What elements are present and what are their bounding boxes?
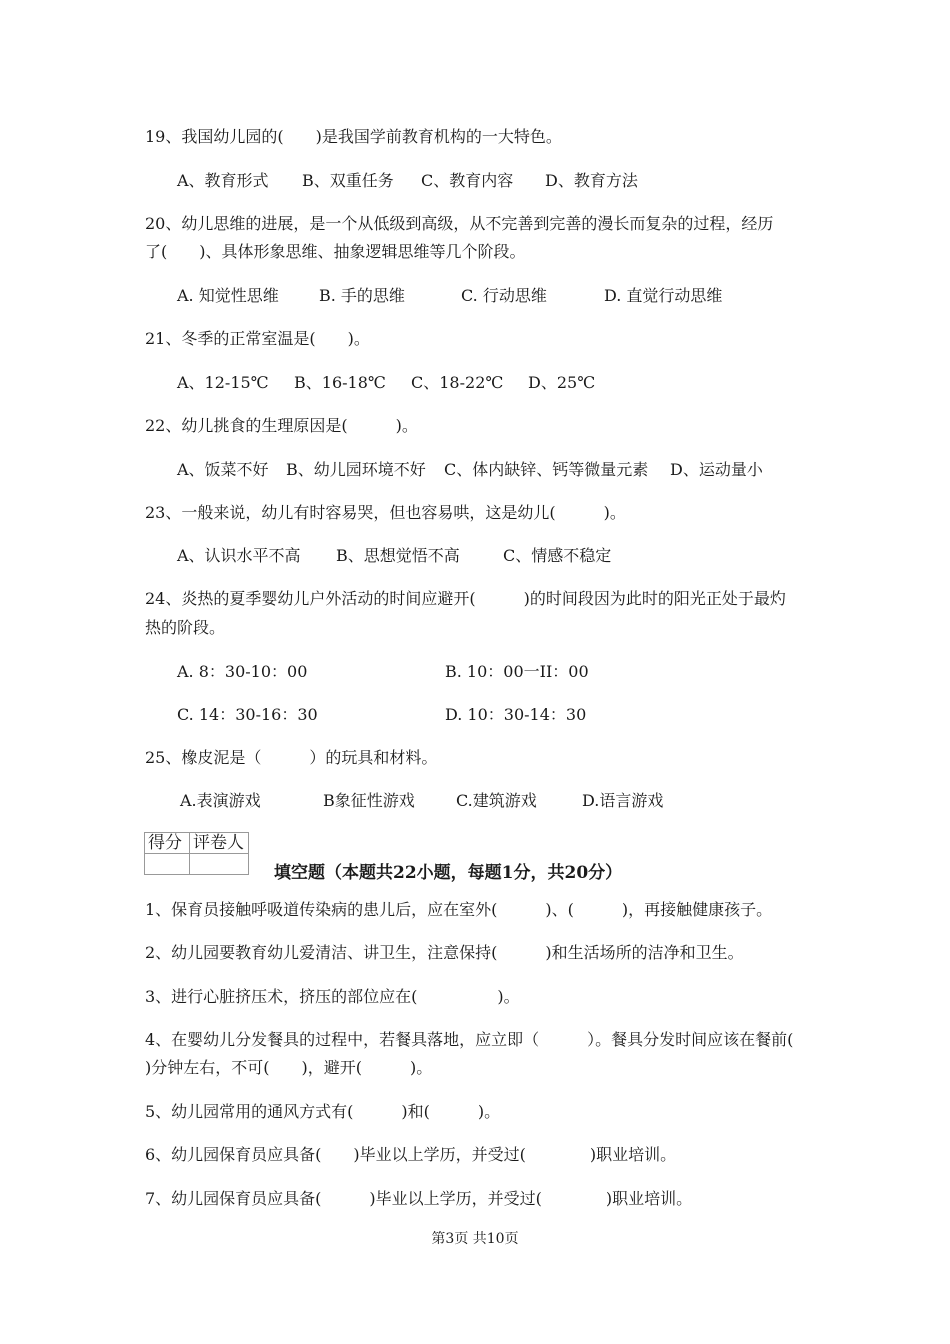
question-20-option-c: C. 行动思维 (461, 286, 547, 305)
question-21-option-c: C、18-22℃ (411, 373, 504, 392)
question-20-stem-line1: 20、幼儿思维的进展，是一个从低级到高级，从不完善到完善的漫长而复杂的过程，经历 (145, 214, 774, 233)
question-20-option-b: B. 手的思维 (319, 286, 405, 305)
question-21-option-a: A、12-15℃ (177, 373, 269, 392)
question-22-stem: 22、幼儿挑食的生理原因是( )。 (145, 416, 418, 435)
question-24-stem-line1: 24、炎热的夏季婴幼儿户外活动的时间应避开( )的时间段因为此时的阳光正处于最灼 (145, 589, 786, 608)
page-number-footer: 第3页 共10页 (431, 1231, 519, 1247)
question-25-option-a: A.表演游戏 (180, 791, 261, 810)
question-24-option-d: D. 10：30-14：30 (445, 705, 587, 724)
question-19-option-d: D、教育方法 (545, 171, 638, 190)
question-22-option-c: C、体内缺锌、钙等微量元素 (444, 460, 649, 479)
question-23-stem: 23、一般来说，幼儿有时容易哭，但也容易哄，这是幼儿( )。 (145, 503, 626, 522)
score-table-entry-row (145, 854, 249, 875)
question-25-option-c: C.建筑游戏 (456, 791, 537, 810)
question-24-stem-line2: 热的阶段。 (145, 618, 226, 637)
section-title: 填空题（本题共22小题，每题1分，共20分） (274, 863, 623, 883)
question-25-option-d: D.语言游戏 (582, 791, 664, 810)
question-24-option-a: A. 8：30-10：00 (177, 662, 308, 681)
fill-question-7: 7、幼儿园保育员应具备( )毕业以上学历，并受过( )职业培训。 (145, 1189, 693, 1208)
question-20-stem-line2: 了( )、具体形象思维、抽象逻辑思维等几个阶段。 (145, 242, 526, 261)
score-table (144, 832, 249, 875)
score-table-header-row (145, 833, 249, 854)
question-21-option-b: B、16-18℃ (294, 373, 386, 392)
grader-cell[interactable] (190, 854, 249, 875)
fill-question-5: 5、幼儿园常用的通风方式有( )和( )。 (145, 1102, 501, 1121)
fill-question-4-line1: 4、在婴幼儿分发餐具的过程中，若餐具落地，应立即（ ）。餐具分发时间应该在餐前( (145, 1030, 794, 1049)
question-23-option-c: C、情感不稳定 (503, 546, 612, 565)
question-24-option-b: B. 10：00一II：00 (445, 662, 589, 681)
question-23-option-b: B、思想觉悟不高 (336, 546, 460, 565)
score-header: 得分 (145, 833, 190, 854)
question-19-option-c: C、教育内容 (421, 171, 514, 190)
question-24-option-c: C. 14：30-16：30 (177, 705, 318, 724)
question-20-option-d: D. 直觉行动思维 (604, 286, 723, 305)
grader-header: 评卷人 (190, 833, 249, 854)
question-19-option-b: B、双重任务 (302, 171, 394, 190)
fill-question-4-line2: )分钟左右，不可( )，避开( )。 (145, 1058, 433, 1077)
question-21-stem: 21、冬季的正常室温是( )。 (145, 329, 370, 348)
fill-question-1: 1、保育员接触呼吸道传染病的患儿后，应在室外( )、( )，再接触健康孩子。 (145, 900, 773, 919)
fill-question-2: 2、幼儿园要教育幼儿爱清洁、讲卫生，注意保持( )和生活场所的洁净和卫生。 (145, 943, 744, 962)
question-25-option-b: B象征性游戏 (323, 791, 415, 810)
question-21-option-d: D、25℃ (528, 373, 596, 392)
question-25-stem: 25、橡皮泥是（ ）的玩具和材料。 (145, 748, 438, 767)
question-22-option-d: D、运动量小 (670, 460, 763, 479)
question-23-option-a: A、认识水平不高 (177, 546, 301, 565)
question-19-option-a: A、教育形式 (177, 171, 269, 190)
question-19-stem: 19、我国幼儿园的( )是我国学前教育机构的一大特色。 (145, 127, 562, 146)
question-22-option-a: A、饭菜不好 (177, 460, 269, 479)
fill-question-6: 6、幼儿园保育员应具备( )毕业以上学历，并受过( )职业培训。 (145, 1145, 677, 1164)
question-22-option-b: B、幼儿园环境不好 (286, 460, 426, 479)
score-cell[interactable] (145, 854, 190, 875)
question-20-option-a: A. 知觉性思维 (177, 286, 279, 305)
fill-question-3: 3、进行心脏挤压术，挤压的部位应在( )。 (145, 987, 520, 1006)
